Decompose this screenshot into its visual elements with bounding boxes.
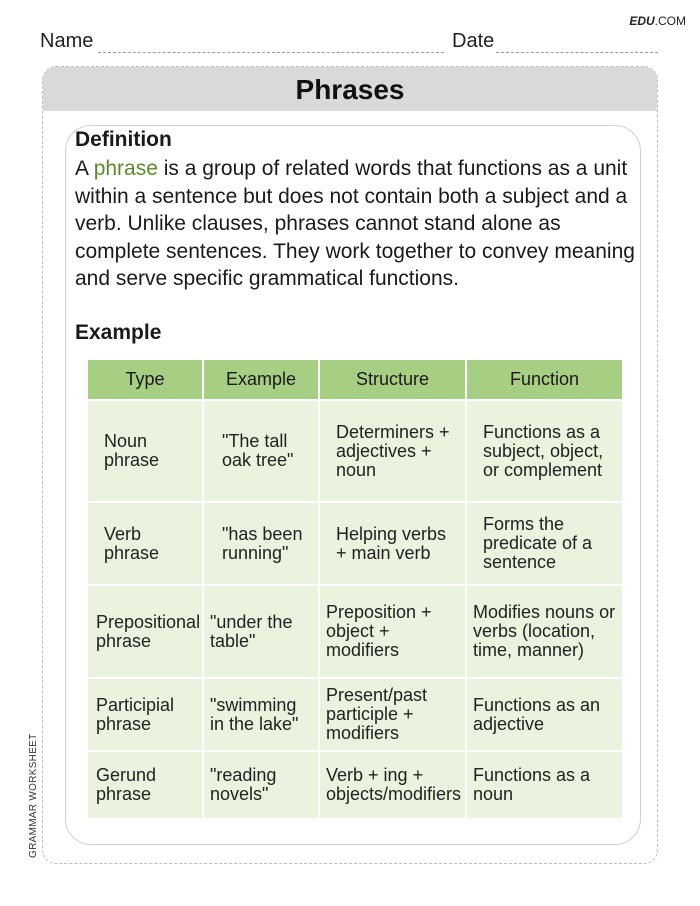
content-panel — [65, 125, 641, 845]
cell-structure: Preposition + object + modifiers — [319, 585, 466, 678]
phrase-table — [86, 358, 624, 820]
cell-function: Functions as a subject, object, or complement — [466, 400, 623, 502]
definition-heading: Definition — [75, 128, 172, 151]
cell-example: "reading novels" — [203, 751, 319, 819]
cell-function: Forms the predicate of a sentence — [466, 502, 623, 585]
definition-keyword: phrase — [93, 157, 158, 180]
column-header-example: Example — [203, 359, 319, 400]
table-row — [87, 751, 623, 819]
table-header-row — [87, 359, 623, 400]
date-label: Date — [452, 30, 495, 52]
cell-type: Participial phrase — [87, 678, 203, 751]
cell-type: Noun phrase — [87, 400, 203, 502]
cell-function: Functions as a noun — [466, 751, 623, 819]
column-header-type: Type — [87, 359, 203, 400]
cell-type: Verb phrase — [87, 502, 203, 585]
page-title: Phrases — [43, 67, 657, 111]
cell-type: Prepositional phrase — [87, 585, 203, 678]
cell-example: "has been running" — [203, 502, 319, 585]
cell-example: "under the table" — [203, 585, 319, 678]
column-header-function: Function — [466, 359, 623, 400]
cell-structure: Present/past participle + modifiers — [319, 678, 466, 751]
date-line — [496, 52, 658, 53]
table-row — [87, 585, 623, 678]
cell-function: Modifies nouns or verbs (location, time, manner) — [466, 585, 623, 678]
cell-example: "The tall oak tree" — [203, 400, 319, 502]
cell-type: Gerund phrase — [87, 751, 203, 819]
example-heading: Example — [75, 321, 162, 344]
table-row — [87, 678, 623, 751]
definition-text: A phrase is a group of related words that functions as a unit within a sentence but does not contain both a subject and a verb. Unlike clauses, phrases cannot stand alone as complete sentences. They work together to convey meaning and serve specific grammatical functions. — [75, 157, 635, 290]
name-line — [98, 52, 444, 53]
table-row — [87, 502, 623, 585]
table-row — [87, 400, 623, 502]
cell-structure: Determiners + adjectives + noun — [319, 400, 466, 502]
brand-logo: EDU.COM — [629, 14, 686, 28]
side-label: GRAMMAR WORKSHEET — [28, 733, 39, 858]
cell-structure: Verb + ing + objects/modifiers — [319, 751, 466, 819]
cell-structure: Helping verbs + main verb — [319, 502, 466, 585]
worksheet-header — [40, 30, 658, 54]
worksheet-card — [42, 66, 658, 864]
cell-example: "swimming in the lake" — [203, 678, 319, 751]
cell-function: Functions as an adjective — [466, 678, 623, 751]
name-label: Name — [40, 30, 94, 52]
column-header-structure: Structure — [319, 359, 466, 400]
